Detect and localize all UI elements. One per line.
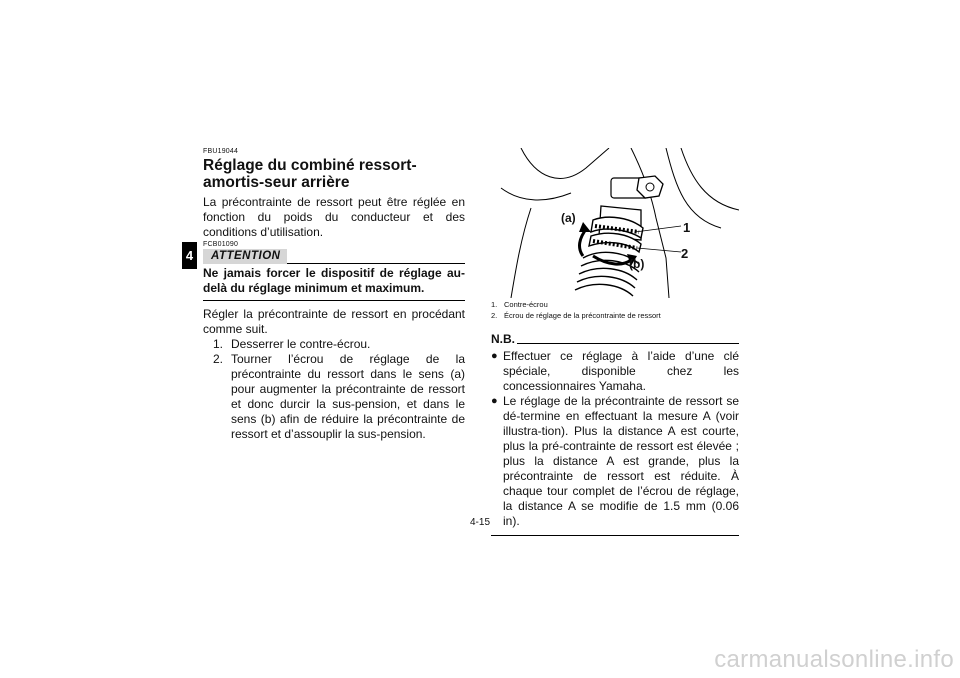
procedure-steps xyxy=(203,337,465,442)
attention-text: Ne jamais forcer le dispositif de réglage au-delà du réglage minimum et maximum. xyxy=(203,266,465,295)
attention-divider xyxy=(287,263,465,264)
procedure-step xyxy=(203,352,465,442)
note-bullet xyxy=(491,394,739,529)
bullet-text: Effectuer ce réglage à l’aide d’une clé spéciale, disponible chez les concessionnaires Yamaha. xyxy=(503,349,739,393)
left-column xyxy=(203,148,465,442)
illustration-drawing xyxy=(491,148,739,298)
note-divider xyxy=(517,343,739,344)
note-bullets xyxy=(491,349,739,529)
attention-code: FCB01090 xyxy=(203,241,239,248)
note-label: N.B. xyxy=(491,332,515,346)
caption-item xyxy=(491,310,739,321)
attention-end-rule xyxy=(203,300,465,301)
section-intro: La précontrainte de ressort peut être réglée en fonction du poids du conducteur et des conditions d’utilisation. xyxy=(203,195,465,239)
page-number: 4-15 xyxy=(469,517,490,528)
caption-number: 1. xyxy=(491,300,498,309)
attention-header xyxy=(203,249,465,264)
step-text: Tourner l’écrou de réglage de la précontrainte du ressort dans le sens (a) pour augmenter la précontrainte de ressort et donc durcir la sus-pension, et dans le sens (b) afin de réduire la précontrainte de ressort et d’assouplir la sus-pension. xyxy=(231,352,465,441)
step-number: 2. xyxy=(213,352,224,366)
procedure-intro: Régler la précontrainte de ressort en procédant comme suit. xyxy=(203,307,465,336)
chapter-tab: 4 xyxy=(182,242,197,269)
watermark: carmanualsonline.info xyxy=(714,646,954,673)
step-number: 1. xyxy=(213,337,224,351)
caption-item xyxy=(491,299,739,310)
bullet-text: Le réglage de la précontrainte de ressort se dé-termine en effectuant la mesure A (voir illustra-tion). Plus la distance A est courte, plus la pré-contrainte de ressort est élevée ; plus la distance A est grande, plus la précontrainte de ressort est réduite. À chaque tour complet de l’écrou de réglage, la distance A se modifie de 1.5 mm (0.06 in). xyxy=(503,394,739,528)
step-text: Desserrer le contre-écrou. xyxy=(231,337,371,351)
bullet-icon: ● xyxy=(491,350,498,362)
shock-absorber-illustration xyxy=(491,148,739,298)
procedure-step xyxy=(203,337,465,352)
note-bullet xyxy=(491,349,739,394)
caption-text: Écrou de réglage de la précontrainte de ressort xyxy=(504,311,661,320)
bullet-icon: ● xyxy=(491,395,498,407)
attention-block xyxy=(203,241,465,301)
label-1: 1 xyxy=(683,220,691,235)
section-code: FBU19044 xyxy=(203,148,239,155)
label-2: 2 xyxy=(681,246,689,261)
attention-label: ATTENTION xyxy=(203,249,287,264)
caption-number: 2. xyxy=(491,311,498,320)
right-column xyxy=(491,148,739,536)
label-a: (a) xyxy=(561,211,576,225)
section-title: Réglage du combiné ressort-amortis-seur arrière xyxy=(203,157,417,191)
note-end-rule xyxy=(491,535,739,536)
label-b: (b) xyxy=(629,257,645,271)
figure-captions xyxy=(491,299,739,321)
caption-text: Contre-écrou xyxy=(504,300,548,309)
note-header xyxy=(491,333,739,346)
